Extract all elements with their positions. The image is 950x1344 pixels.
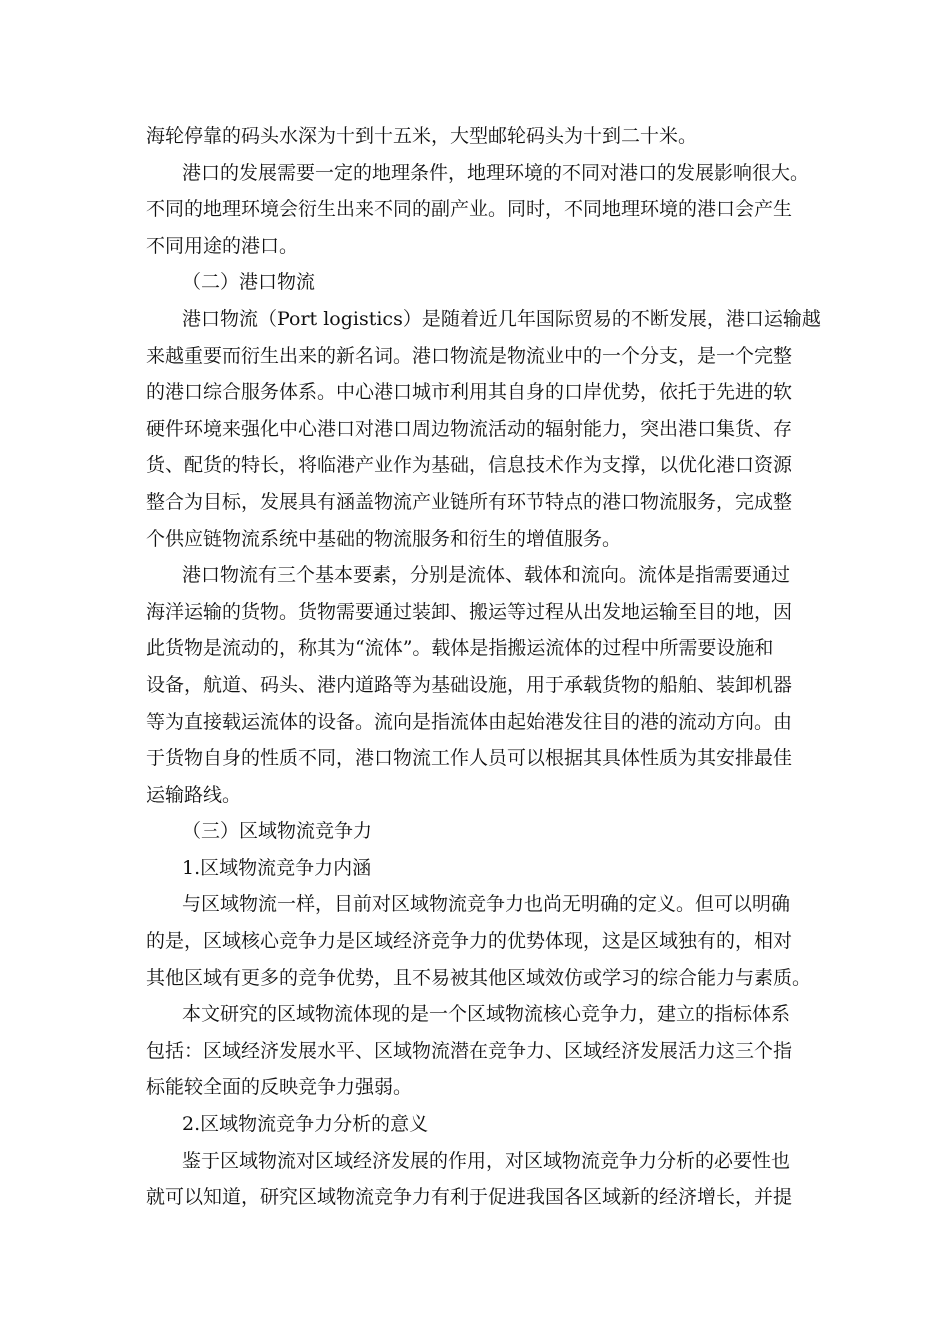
paragraph-first-line: 本文研究的区域物流体现的是一个区域物流核心竞争力，建立的指标体系 bbox=[182, 1003, 791, 1026]
body-text-line: 就可以知道，研究区域物流竞争力有利于促进我国各区域新的经济增长，并提 bbox=[146, 1186, 793, 1209]
section-heading: （二）港口物流 bbox=[182, 271, 316, 294]
body-text-line: 的港口综合服务体系。中心港口城市利用其自身的口岸优势，依托于先进的软 bbox=[146, 381, 793, 404]
body-text-line: 包括：区域经济发展水平、区域物流潜在竞争力、区域经济发展活力这三个指 bbox=[146, 1039, 793, 1062]
paragraph-first-line: 鉴于区域物流对区域经济发展的作用，对区域物流竞争力分析的必要性也 bbox=[182, 1149, 791, 1172]
body-text-line: 海轮停靠的码头水深为十到十五米，大型邮轮码头为十到二十米。 bbox=[146, 125, 698, 147]
body-text-line: 不同的地理环境会衍生出来不同的副产业。同时，不同地理环境的港口会产生 bbox=[146, 198, 793, 221]
body-text-line: 来越重要而衍生出来的新名词。港口物流是物流业中的一个分支，是一个完整 bbox=[146, 344, 793, 367]
body-text-line: 此货物是流动的，称其为“流体”。载体是指搬运流体的过程中所需要设施和 bbox=[146, 637, 774, 660]
paragraph-first-line: 港口物流有三个基本要素，分别是流体、载体和流向。流体是指需要通过 bbox=[182, 564, 791, 587]
body-text-line: 其他区域有更多的竞争优势，且不易被其他区域效仿或学习的综合能力与素质。 bbox=[146, 966, 812, 989]
body-text-line: 运输路线。 bbox=[146, 783, 242, 806]
body-text-line: 海洋运输的货物。货物需要通过装卸、搬运等过程从出发地运输至目的地，因 bbox=[146, 600, 793, 623]
body-text-line: 的是，区域核心竞争力是区域经济竞争力的优势体现，这是区域独有的，相对 bbox=[146, 930, 793, 953]
body-text-line: 标能较全面的反映竞争力强弱。 bbox=[146, 1076, 413, 1099]
paragraph-first-line: 港口物流（Port logistics）是随着近几年国际贸易的不断发展，港口运输越 bbox=[182, 307, 821, 330]
body-text-line: 硬件环境来强化中心港口对港口周边物流活动的辐射能力，突出港口集货、存 bbox=[146, 417, 793, 440]
body-text-line: 不同用途的港口。 bbox=[146, 234, 299, 257]
document-page bbox=[146, 118, 821, 1216]
body-text-line: 整合为目标，发展具有涵盖物流产业链所有环节特点的港口物流服务，完成整 bbox=[146, 490, 793, 513]
paragraph-first-line: 港口的发展需要一定的地理条件，地理环境的不同对港口的发展影响很大。 bbox=[182, 161, 810, 184]
paragraph-first-line: 与区域物流一样，目前对区域物流竞争力也尚无明确的定义。但可以明确 bbox=[182, 893, 791, 916]
body-text-line: 设备，航道、码头、港内道路等为基础设施，用于承载货物的船舶、装卸机器 bbox=[146, 673, 793, 696]
body-text-line: 个供应链物流系统中基础的物流服务和衍生的增值服务。 bbox=[146, 527, 622, 550]
body-text-line: 等为直接载运流体的设备。流向是指流体由起始港发往目的港的流动方向。由 bbox=[146, 710, 793, 733]
body-text-line: 于货物自身的性质不同，港口物流工作人员可以根据其具体性质为其安排最佳 bbox=[146, 747, 793, 770]
body-text-line: 货、配货的特长，将临港产业作为基础，信息技术作为支撑，以优化港口资源 bbox=[146, 454, 793, 477]
section-heading: （三）区域物流竞争力 bbox=[182, 820, 373, 843]
subsection-heading: 2.区域物流竞争力分析的意义 bbox=[182, 1113, 429, 1136]
subsection-heading: 1.区域物流竞争力内涵 bbox=[182, 856, 372, 879]
